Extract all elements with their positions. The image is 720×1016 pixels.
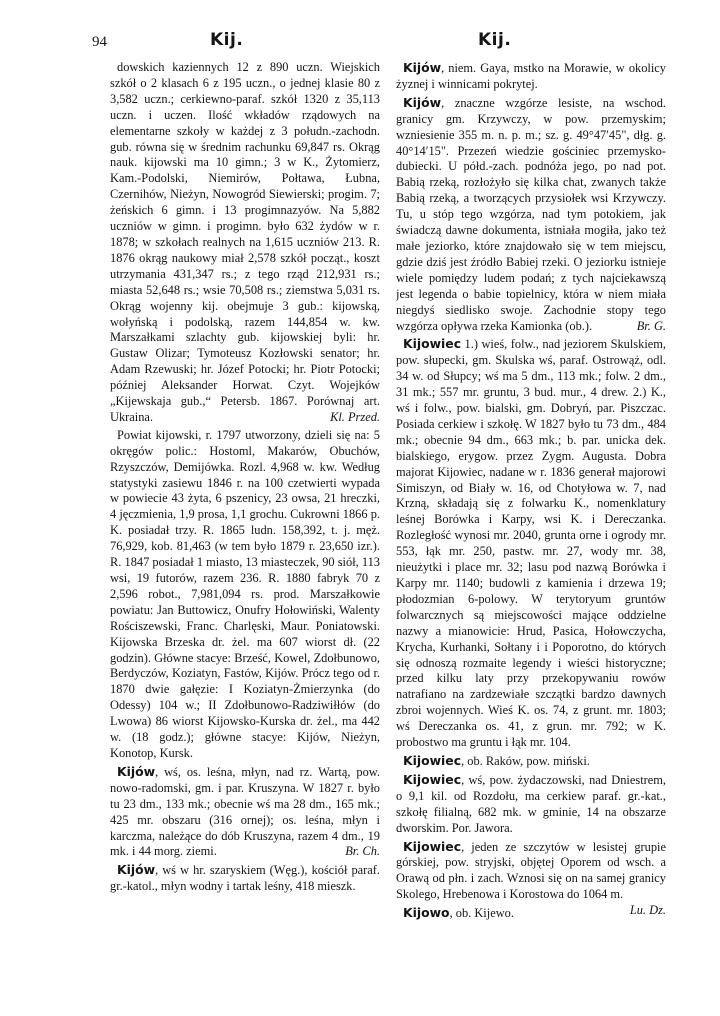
page-header [92,30,672,56]
dictionary-entry [110,60,380,426]
entry-headword: Kijowo [403,905,450,921]
entry-text: , znaczne wzgórze lesiste, na wschod. granicy gm. Krzywczy, w pow. przemyskim; wzniesienie 355 m. n. p. m.; sz. g. 49°47′45", dłg. g. 40°14′15". Przezeń wiedzie gościniec przemysko-dubiecki. U półd.-zach. podnóża jego, po nad pot. Babią rzeką, rozłożyło się kilka chat, zwanych także Babią rzeką, a tworzących przysiołek wsi Krzywczy. Tu, u stóp tego wzgórza, nad tym potokiem, jak świadczą dawne dokumenta, istniała mogiła, jako też małe jeziorko, które znajdowało się w tem miejscu, gdzie dziś jest źródło Babiej rzeki. O jeziorku istnieje wiele pomiędzy ludem podań; z tych najciekawszą jest legenda o babie topielnicy, która w niem miała niegdyś siedlisko swoje. Zachodnie stopy tego wzgórza opływa rzeka Kamionka (ob.). [396,95,666,333]
entry-signature: Br. Ch. [345,844,380,859]
dictionary-entry [396,60,666,93]
entry-text: Powiat kijowski, r. 1797 utworzony, dzieli się na: 5 okręgów polic.: Hostoml, Makarów, Obuchów, Rzyszczów, Demijówka. Rozl. 4,968 w. kw. Według statystyki zasiewu 1846 r. na 100 czetwierti wypada w powiecie 43 żyta, 6 pszenicy, 23 owsa, 21 hreczki, 4 jęczmienia, 1,9 prosa, 1,1 grochu. Cukrowni 1866 p. K. posiadał trzy. R. 1865 ludn. 158,392, t. j. męż. 76,929, kob. 81,463 (w tem było 1879 r. 23,650 izr.). R. 1847 posiadał 1 miasto, 13 miasteczek, 90 siół, 113 wsi, 19 futorów, razem 236. R. 1880 fabryk 70 z 2,596 robot., 7,981,094 rs. prod. Marszałkowie powiatu: Jan Buttowicz, Onufry Hołowiński, Walenty Rościszewski, Franc. Charlęski, Maur. Poniatowski. Kijowska Brzeska dr. żel. ma 607 wiorst dł. (22 godzin). Główne stacye: Brześć, Kowel, Zdołbunowo, Berdyczów, Koziatyn, Fastów, Kijów. Prócz tego od r. 1870 dwie gałęzie: I Koziatyn-Żmierzynka (do Odessy) 104 w.; II Zdołbunowo-Radziwiłłów (do Lwowa) 86 wiorst Kijowsko-Kurska dr. żel., ma 442 w. (18 godz.); główne stacye: Kijów, Nieżyn, Konotop, Kursk. [110,427,380,760]
entry-text: dowskich kaziennych 12 z 890 uczn. Wiejskich szkół o 2 klasach 6 z 195 uczn., o jednej klasie 80 z 3,582 uczn.; cerkiewno-paraf. szkół 1320 z 35,113 uczn. i uczen. Ilość wkładów rządowych na elementarne szkoły w każdej z 3 połudn.-zachodn. gub. równa się w średnim rachunku 69,847 rs. Okrąg nauk. kijowski ma 10 gimn.; 3 w K., Żytomierz, Kam.-Podolski, Niemirów, Połtawa, Łubna, Czernihów, Nieżyn, Nowogród Siewierski; progim. 7; żeńskich 6 gimn. i 13 progimnazyów. Na 5,882 uczniów w gimn. i progimn. było 632 żydów w r. 1878; w szkołach realnych na 1,615 uczniów 213. R. 1876 okrąg naukowy miał 2,578 szkół począt., koszt utrzymania 431,347 rs.; z tego rząd 212,931 rs.; miasta 52,648 rs.; wsie 70,508 rs.; ziemstwa 5,031 rs. Okrąg wojenny kij. obejmuje 3 gub.: kijowską, wołyńską i podolską, razem 144,854 w. kw. Marszałkami szlachty gub. kijowskiej byli: hr. Gustaw Olizar; Tymoteusz Kozłowski senator; hr. Adam Rzewuski; hr. Józef Potocki; hr. Piotr Potocki; później Aleksander Horwat. Czyt. Wojejków „Kijewskaja gub.,“ Petersb. 1867. Porównaj art. Ukraina. [110,60,380,424]
entry-signature: Br. G. [636,318,666,333]
entry-headword: Kijowiec [403,838,462,854]
entry-text: , ob. Raków, pow. miński. [461,753,590,768]
running-head-left: Kij. [210,30,244,50]
dictionary-entry [396,95,666,335]
entry-headword: Kijowiec [403,771,462,787]
entry-signature: Kl. Przed. [330,409,380,424]
dictionary-entry [110,862,380,895]
entry-text: , wś, os. leśna, młyn, nad rz. Wartą, pow. nowo-radomski, gm. i par. Kruszyna. W 1827 r. było tu 23 dm., 133 mk.; obecnie wś ma 28 dm., 165 mk.; 425 mr. obszaru (316 ornej); os. leśna, młyn i karczma, należące do dób Kruszyna, razem 4 dm., 19 mk. i 44 morg. ziemi. [110,764,380,859]
entry-headword: Kijów [403,94,442,110]
entry-text: , wś w hr. szaryskiem (Węg.), kościół paraf. gr.-katol., młyn wodny i tartak leśny, 418 mieszk. [110,863,380,894]
entry-text: 1.) wieś, folw., nad jeziorem Skulskiem, pow. słupecki, gm. Skulska wś, paraf. Ostrowąż, odl. 34 w. od Słupcy; wś ma 5 dm., 113 mk.; folw. 2 dm., 31 mk.; 557 mr. gruntu, 3 bud. mur., 4 drew. 2.) K., wś i folw., pow. bialski, gm. Dobryń, par. Piszczac. Posiada cerkiew i szkołę. W 1827 było tu 73 dm., 484 mk.; obecnie 94 dm., 663 mk.; b. par. unicka dek. bialskiego, erygow. przez Zygm. Augusta. Dobra majorat Kijowiec, nadane w r. 1836 generał majorowi Simiszyn, od Biały w. 16, od Chotyłowa w. 7, nad Krzną, składają się z folwarku K., nomenklatury leśnej Borówka i Karpy, wsi K. i Dereczanka. Rozległość wynosi mr. 2040, grunta orne i ogrody mr. 553, łąk mr. 250, pastw. mr. 27, wody mr. 38, nieużytki i place mr. 32; lasu pod nazwą Borówka i Karpy mr. 1140; budowli z kamienia i drzewa 19; płodozmian 6-polowy. W terytoryum gruntów folwarcznych są miejscowości mające oddzielne nazwy a mianowicie: Hrud, Pasica, Hołowczycha, Krycha, Kurhanki, Sołtany i i Poporotno, do których się odnoszą rozmaite legendy i wieści historyczne; przed kilku laty przy przekopywaniu rowów natrafiano na zardzewiałe szczątki bardzo dawnych zbroi wojennych. Wieś K. os. 74, z grunt. mr. 1803; wś Dereczanka os. 41, z grun. mr. 792; w K. probostwo ma gruntu i łąk mr. 104. [396,337,666,750]
entry-headword: Kijów [117,763,156,779]
dictionary-entry [110,764,380,860]
entry-text: , ob. Kijewo. [449,906,514,921]
entry-text: , wś, pow. żydaczowski, nad Dniestrem, o 9,1 kil. od Rozdołu, ma cerkiew paraf. gr.-kat., szkołę filialną, 682 mk. w gminie, 14 na obszarze dworskim. Por. Jawora. [396,772,666,835]
entry-text: , niem. Gaya, mstko na Morawie, w okolicy żyznej i winnicami pokrytej. [396,61,666,91]
dictionary-entry [110,428,380,762]
entry-headword: Kijowiec [403,336,462,352]
right-column [396,60,666,1000]
dictionary-entry [396,336,666,751]
entry-headword: Kijów [117,862,156,878]
entry-signature: Lu. Dz. [629,903,666,918]
dictionary-entry [396,753,666,770]
dictionary-entry [396,772,666,837]
running-head-right: Kij. [478,30,512,50]
entry-headword: Kijów [403,60,442,75]
left-column [110,60,380,1000]
entry-text: , jeden ze szczytów w lesistej grupie górskiej, pow. stryjski, objętej Oporem od wsch. a Orawą od płn. i zach. Wznosi się on na samej granicy Skolego, Hrebenowa i Korostowa do 1064 m. [396,839,666,902]
page-number: 94 [92,34,107,50]
entry-headword: Kijowiec [403,752,462,768]
